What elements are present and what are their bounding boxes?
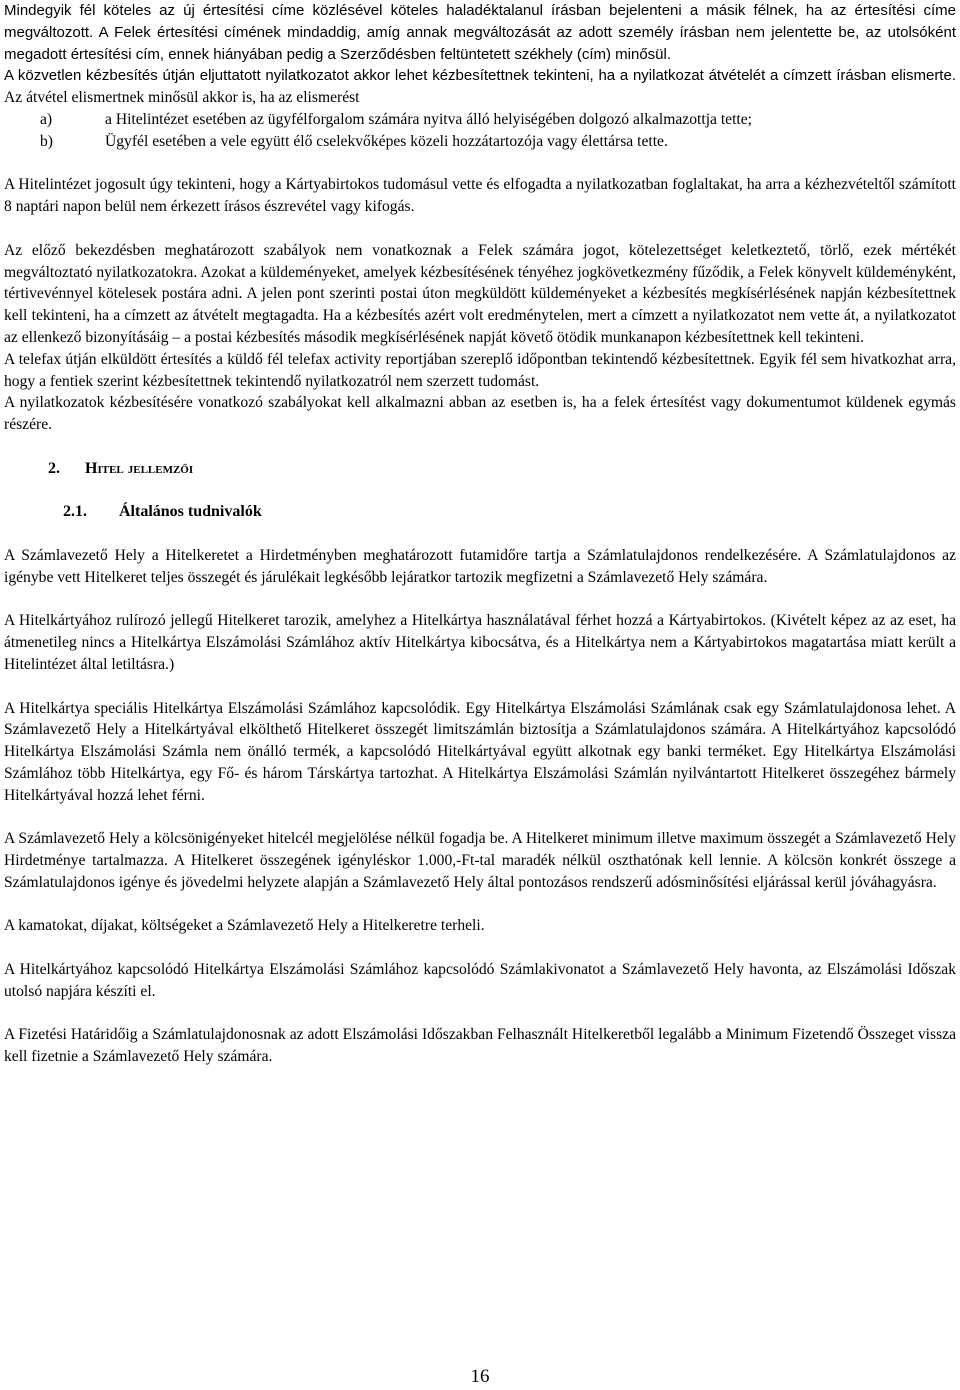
paragraph-interest-fees: A kamatokat, díjakat, költségeket a Számlavezető Hely a Hitelkeretre terheli. — [4, 917, 485, 935]
list-item-letter: b) — [40, 132, 53, 150]
section-heading — [4, 458, 956, 480]
section-heading-number: 2. — [48, 459, 60, 477]
list-item-text: a Hitelintézet esetében az ügyfélforgalom számára nyitva álló helyiségében dolgozó alkalmazottja tette; — [105, 110, 753, 128]
list-item-letter: a) — [40, 110, 53, 128]
paragraph-credit-term: A Számlavezető Hely a Hitelkeretet a Hirdetményben meghatározott futamidőre tartja a Számlatulajdonos rendelkezésére. A Számlatulajdonos az igénybe vett Hitelkeret teljes összegét és járulékait legkésőbb lejáratkor tartozik megfizetni a Számlavezető Hely számára. — [4, 546, 956, 586]
direct-delivery-text: A közvetlen kézbesítés útján eljuttatott nyilatkozatot akkor lehet kézbesítettnek tekinteni, ha a nyilatkozat átvételét a címzett írásban elismerte. — [4, 67, 956, 85]
paragraph-telefax: A telefax útján elküldött értesítés a küldő fél telefax activity reportjában szereplő időpontban tekintendő kézbesítettnek. Egyik fél sem hivatkozhat arra, hogy a fentiek szerint kézbesítettnek tekintendő nyilatkozatról nem szerzett tudomást. — [4, 350, 956, 390]
list-item — [4, 131, 956, 153]
paragraph-notification-address: Mindegyik fél köteles az új értesítési címe közlésével köteles haladéktalanul írásban bejelenteni a másik félnek, ha az értesítési címe megváltozott. A Felek értesítési címének mindaddig, amíg annak megváltozását az adott személy írásban nem jelentette be, az utolsóként megadott értesítési cím, ennek hiányában pedig a Szerződésben feltüntetett székhely (cím) minősül. — [4, 2, 956, 63]
subsection-heading — [4, 501, 956, 523]
paragraph-settlement-account: A Hitelkártya speciális Hitelkártya Elszámolási Számlához kapcsolódik. Egy Hitelkártya Elszámolási Számlának csak egy Számlatulajdonosa lehet. A Számlavezető Hely a Hitelkártyával elkölthető Hitelkeret összegét limitszámlán biztosítja a Számlatulajdonos számára. A Hitelkártyához kapcsolódó Hitelkártya Elszámolási Számla nem önálló termék, a kapcsolódó Hitelkártyával együtt alkotnak egy banki terméket. Egy Hitelkártya Elszámolási Számlához több Hitelkártya, egy Fő- és három Társkártya tartozhat. A Hitelkártya Elszámolási Számlán nyilvántartott Hitelkeret összegéhez bármely Hitelkártyával hozzá lehet férni. — [4, 699, 956, 804]
subsection-heading-number: 2.1. — [63, 503, 87, 521]
paragraph-acceptance: A Hitelintézet jogosult úgy tekinteni, hogy a Kártyabirtokos tudomásul vette és elfogadta a nyilatkozatban foglaltakat, ha arra a kézhezvételtől számított 8 naptári napon belül nem érkezett írásos észrevétel vagy kifogás. — [4, 176, 956, 216]
paragraph-revolving-credit: A Hitelkártyához rulírozó jellegű Hitelkeret tarozik, amelyhez a Hitelkártya használatával férhet hozzá a Kártyabirtokos. (Kivételt képez az az eset, ha átmenetileg nincs a Hitelkártya Elszámolási Számlához aktív Hitelkártya kibocsátva, és a Hitelkártya nem a Kártyabirtokos magatartása miatt került a Hitelintézet által letiltásra.) — [4, 612, 956, 673]
paragraph-delivery-rules: A nyilatkozatok kézbesítésére vonatkozó szabályokat kell alkalmazni abban az esetben is, ha a felek értesítést vagy dokumentumot küldenek egymás részére. — [4, 394, 956, 434]
acknowledgement-text: Az átvétel elismertnek minősül akkor is, ha az elismerést — [4, 89, 360, 107]
page-number: 16 — [470, 1366, 490, 1387]
paragraph-minimum-payment: A Fizetési Határidőig a Számlatulajdonosnak az adott Elszámolási Időszakban Felhasznált Hitelkeretből legalább a Minimum Fizetendő Összeget vissza kell fizetnie a Számlavezető Hely számára. — [4, 1026, 956, 1066]
subsection-heading-title: Általános tudnivalók — [119, 503, 262, 521]
list-item-text: Ügyfél esetében a vele együtt élő cselekvőképes közeli hozzátartozója vagy élettársa tette. — [105, 132, 668, 150]
section-heading-title: Hitel jellemzői — [85, 459, 194, 477]
paragraph-loan-requests: A Számlavezető Hely a kölcsönigényeket hitelcél megjelölése nélkül fogadja be. A Hitelkeret minimum illetve maximum összegét a Számlavezető Hely Hirdetménye tartalmazza. A Hitelkeret összegének igényléskor 1.000,-Ft-tal maradék nélkül oszthatónak kell lennie. A kölcsön konkrét összege a Számlatulajdonos igénye és jövedelmi helyzete alapján a Számlavezető Hely által pontozásos rendszerű adósminősítési eljárással kerül jóváhagyásra. — [4, 830, 956, 891]
paragraph-registered-mail: Az előző bekezdésben meghatározott szabályok nem vonatkoznak a Felek számára jogot, kötelezettséget keletkeztető, törlő, ezek mértékét megváltoztató nyilatkozatokra. Azokat a küldeményeket, amelyek kézbesítésének tényéhez jogkövetkezmény fűződik, a Felek könyvelt küldeményként, tértivevénnyel kötelesek postára adni. A jelen pont szerinti postai úton megküldött küldeményeket a kézbesítés megkísérlésének napján kézbesítettnek kell tekinteni, ha a címzett az átvételt megtagadta. Ha a kézbesítés azért volt eredménytelen, mert a címzett a nyilatkozatot nem vette át, a nyilatkozatot az ellenkező bizonyításáig – a postai kézbesítés második megkísérlésének napját követő ötödik munkanapon kézbesítettnek kell tekinteni. — [4, 241, 956, 346]
paragraph-statement: A Hitelkártyához kapcsolódó Hitelkártya Elszámolási Számlához kapcsolódó Számlakivonatot a Számlavezető Hely havonta, az Elszámolási Időszak utolsó napjára készíti el. — [4, 961, 956, 1000]
paragraph-direct-delivery — [4, 65, 956, 109]
list-item — [4, 109, 956, 131]
